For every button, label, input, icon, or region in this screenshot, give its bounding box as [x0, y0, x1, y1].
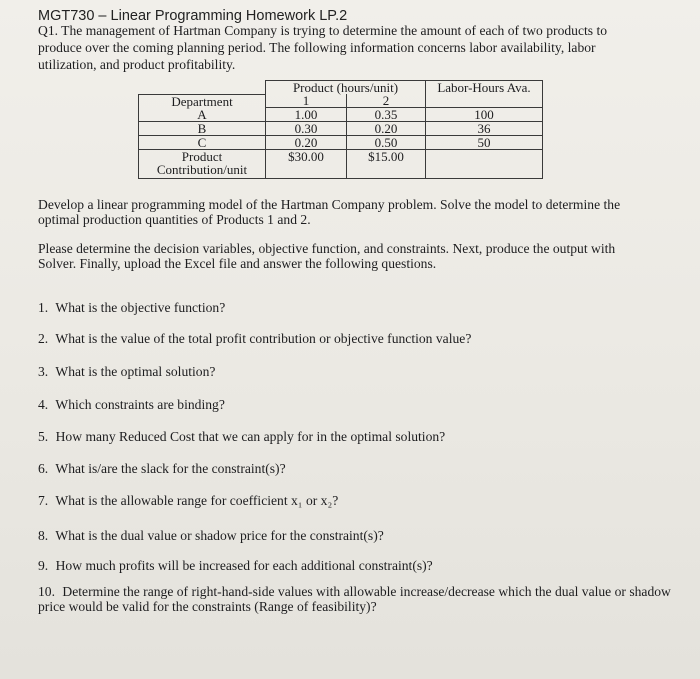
question-number: 8.: [38, 528, 49, 543]
department-header-label: Department: [171, 93, 233, 109]
labor-cell: 50: [426, 136, 543, 150]
product-1-contribution: $30.00: [266, 150, 347, 179]
table-row: [139, 136, 543, 150]
question-text: What is/are the slack for the constraint(s)?: [55, 461, 286, 476]
list-item: [38, 331, 678, 346]
dept-cell: B: [139, 122, 266, 136]
contribution-row: [139, 150, 543, 179]
product-2-header: 2: [347, 94, 426, 108]
list-item: [38, 461, 678, 476]
list-item: [38, 493, 678, 508]
department-header: [139, 94, 266, 108]
product-1-cell: 0.20: [266, 136, 347, 150]
question-number: 9.: [38, 558, 49, 573]
question-number: 1.: [38, 300, 49, 315]
product-2-cell: 0.20: [347, 122, 426, 136]
question-text: What is the objective function?: [55, 300, 226, 315]
question-text: What is the dual value or shadow price for the constraint(s)?: [55, 528, 384, 543]
instructions-block: [38, 197, 648, 282]
labor-cell: 100: [426, 108, 543, 122]
product-1-header: 1: [266, 94, 347, 108]
contribution-label-line-1: Product: [181, 149, 223, 164]
question-text: What is the value of the total profit contribution or objective function value?: [55, 331, 472, 346]
table-header-row: [139, 81, 543, 95]
question-text: How much profits will be increased for each additional constraint(s)?: [55, 558, 433, 573]
contribution-label: [139, 150, 266, 179]
product-group-header: Product (hours/unit): [266, 81, 426, 95]
product-2-cell: 0.35: [347, 108, 426, 122]
product-2-contribution: $15.00: [347, 150, 426, 179]
labor-data-table: [138, 80, 543, 179]
question-number: 4.: [38, 397, 49, 412]
list-item: [38, 528, 678, 543]
question-text: Which constraints are binding?: [55, 397, 225, 412]
table-row: [139, 108, 543, 122]
list-item: [38, 397, 678, 412]
question-text: What is the allowable range for coefficient x₁ or x₂?: [55, 493, 339, 508]
question-number: 3.: [38, 364, 49, 379]
question-1-block: [38, 22, 628, 73]
table-row: [139, 122, 543, 136]
list-item: [38, 429, 678, 444]
list-item: [38, 558, 678, 573]
table-subheader-row: [139, 94, 543, 108]
contribution-label-line-2: Contribution/unit: [156, 162, 248, 177]
question-number: 5.: [38, 429, 49, 444]
list-item: [38, 584, 678, 614]
question-number: 7.: [38, 493, 49, 508]
develop-instruction: Develop a linear programming model of the Hartman Company problem. Solve the model to determine the optimal production quantities of Products 1 and 2.: [38, 197, 621, 227]
question-number: 6.: [38, 461, 49, 476]
question-text: Determine the range of right-hand-side values with allowable increase/decrease which the dual value or shadow price would be valid for the constraints (Range of feasibility)?: [38, 584, 671, 614]
list-item: [38, 300, 678, 315]
page-title: MGT730 – Linear Programming Homework LP.2: [38, 8, 348, 24]
question-text: How many Reduced Cost that we can apply for in the optimal solution?: [55, 429, 446, 444]
question-text: What is the optimal solution?: [55, 364, 216, 379]
product-1-cell: 0.30: [266, 122, 347, 136]
question-number: 10.: [38, 584, 55, 599]
question-1-text: Q1. The management of Hartman Company is trying to determine the amount of each of two products to produce over the coming planning period. The following information concerns labor availability, labor utilization, and product profitability.: [38, 23, 608, 72]
list-item: [38, 364, 678, 379]
question-number: 2.: [38, 331, 49, 346]
dept-cell: C: [139, 136, 266, 150]
product-1-cell: 1.00: [266, 108, 347, 122]
labor-hours-header: Labor-Hours Ava.: [426, 81, 543, 95]
dept-cell: A: [139, 108, 266, 122]
determine-instruction: Please determine the decision variables, objective function, and constraints. Next, produce the output with Solver. Finally, upload the Excel file and answer the following questions.: [38, 241, 616, 271]
labor-cell: 36: [426, 122, 543, 136]
product-2-cell: 0.50: [347, 136, 426, 150]
